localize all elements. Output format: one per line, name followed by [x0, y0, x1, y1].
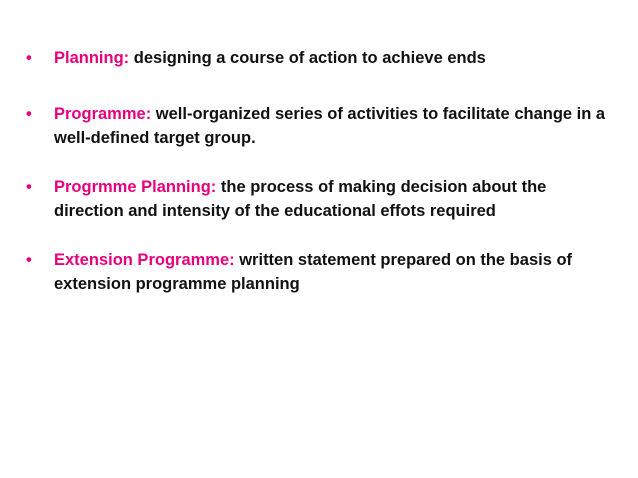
bullet-item-programme	[26, 102, 616, 150]
bullet-icon: •	[26, 105, 32, 123]
bullet-definition: well-organized series of activities to facilitate change in a well-defined target group.	[54, 105, 606, 147]
bullet-list	[26, 46, 616, 321]
bullet-item-programme-planning	[26, 175, 616, 223]
bullet-icon: •	[26, 178, 32, 196]
bullet-term: Progrmme Planning:	[54, 178, 217, 196]
bullet-definition: designing a course of action to achieve ends	[129, 49, 486, 67]
bullet-term: Extension Programme:	[54, 251, 235, 269]
bullet-icon: •	[26, 251, 32, 269]
bullet-item-extension-programme	[26, 248, 616, 296]
bullet-icon: •	[26, 49, 32, 67]
bullet-term: Programme:	[54, 105, 152, 123]
bullet-term: Planning:	[54, 49, 130, 67]
bullet-definition: written statement prepared on the basis of extension programme planning	[54, 251, 573, 293]
bullet-item-planning	[26, 46, 616, 70]
bullet-definition: the process of making decision about the direction and intensity of the educational effots required	[54, 178, 547, 220]
